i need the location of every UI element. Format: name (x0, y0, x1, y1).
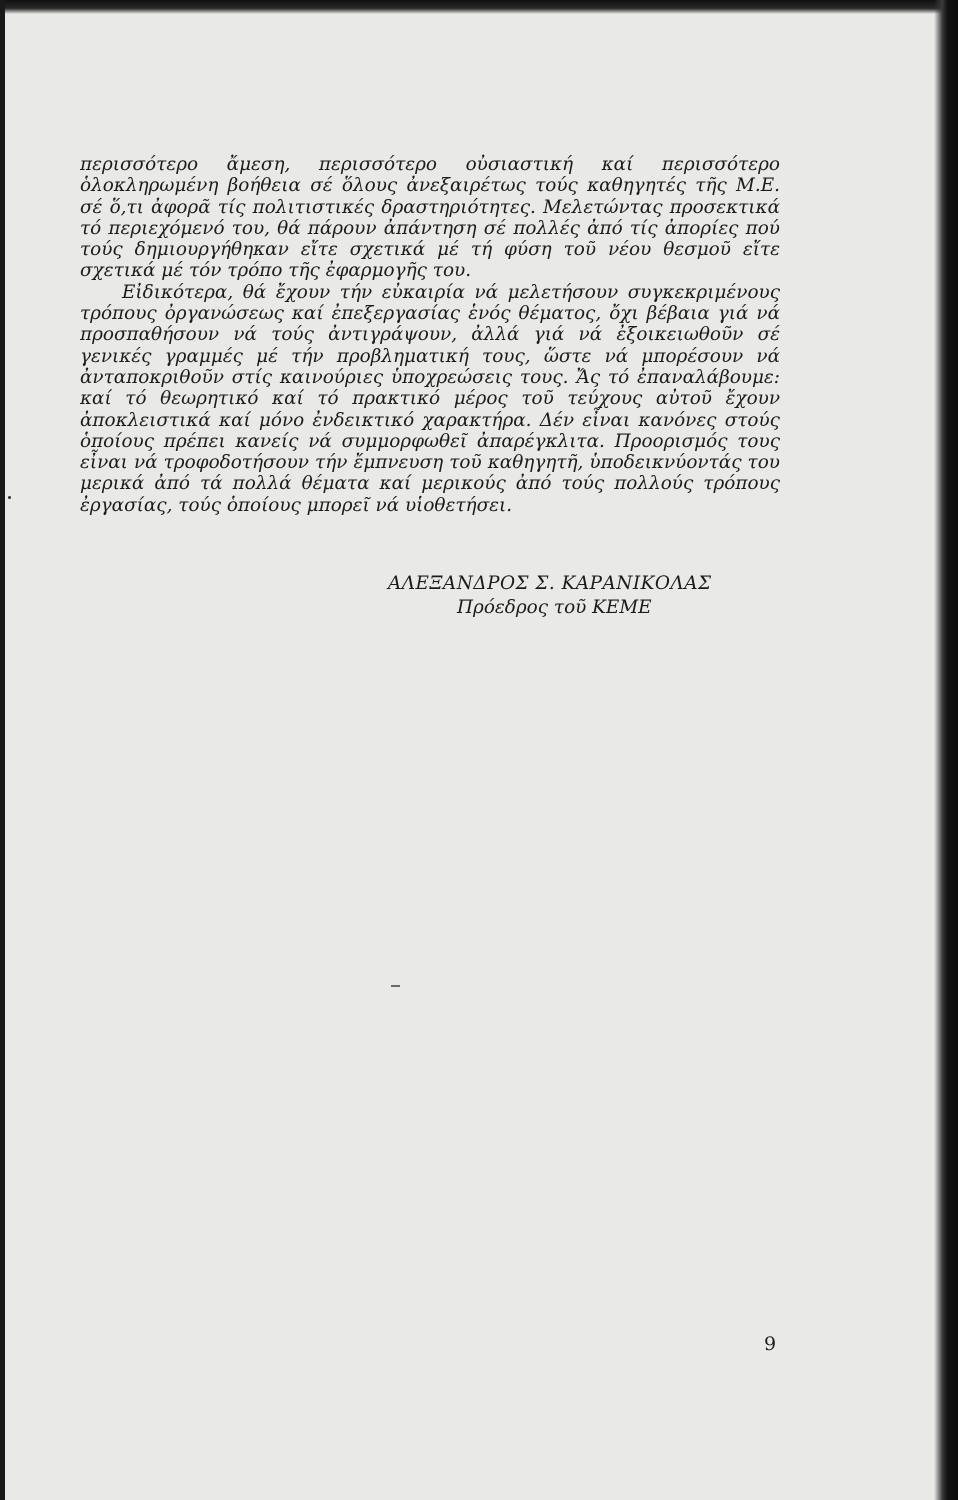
page-number: 9 (764, 1333, 777, 1355)
scan-left-edge (0, 0, 5, 1500)
signature-block (380, 572, 780, 620)
signatory-name: ΑΛΕΞΑΝΔΡΟΣ Σ. ΚΑΡΑΝΙΚΟΛΑΣ (388, 573, 712, 594)
scan-speck (8, 496, 11, 499)
signatory-title: Πρόεδρος τοῦ ΚΕΜΕ (457, 597, 652, 618)
paragraph-1: περισσότερο ἄμεση, περισσότερο οὐσιαστική καί περισσότερο ὁλοκληρωμένη βοήθεια σέ ὅλους ἀνεξαιρέτως τούς καθηγητές τῆς Μ.Ε. σέ ὅ,τι ἀφορᾶ τίς πολιτιστικές δραστηριότητες. Μελετώντας προσεκτικά τό περιεχόμενό του, θά πάρουν ἀπάντηση σέ πολλές ἀπό τίς ἀπορίες πού τούς δημιουργήθηκαν εἴτε σχετικά μέ τή φύση τοῦ νέου θεσμοῦ εἴτε σχετικά μέ τόν τρόπο τῆς ἐφαρμογῆς του. (80, 154, 780, 282)
body-text (80, 154, 780, 516)
scan-top-edge (0, 0, 958, 14)
dash-mark (391, 985, 400, 987)
scan-right-edge (934, 0, 958, 1500)
paragraph-2: Εἰδικότερα, θά ἔχουν τήν εὐκαιρία νά μελετήσουν συγκεκριμένους τρόπους ὀργανώσεως καί ἐπεξεργασίας ἑνός θέματος, ὄχι βέβαια γιά νά προσπαθήσουν νά τούς ἀντιγράψουν, ἀλλά γιά νά ἐξοικειωθοῦν σέ γενικές γραμμές μέ τήν προβληματική τους, ὥστε νά μπορέσουν νά ἀνταποκριθοῦν στίς καινούριες ὑποχρεώσεις τους. Ἄς τό ἐπαναλάβουμε: καί τό θεωρητικό καί τό πρακτικό μέρος τοῦ τεύχους αὐτοῦ ἔχουν ἀποκλειστικά καί μόνο ἐνδεικτικό χαρακτήρα. Δέν εἶναι κανόνες στούς ὁποίους πρέπει κανείς νά συμμορφωθεῖ ἀπαρέγκλιτα. Προορισμός τους εἶναι νά τροφοδοτήσουν τήν ἔμπνευση τοῦ καθηγητῆ, ὑποδεικνύοντάς του μερικά ἀπό τά πολλά θέματα καί μερικούς ἀπό τούς πολλούς τρόπους ἐργασίας, τούς ὁποίους μπορεῖ νά υἱοθετήσει. (80, 281, 780, 516)
